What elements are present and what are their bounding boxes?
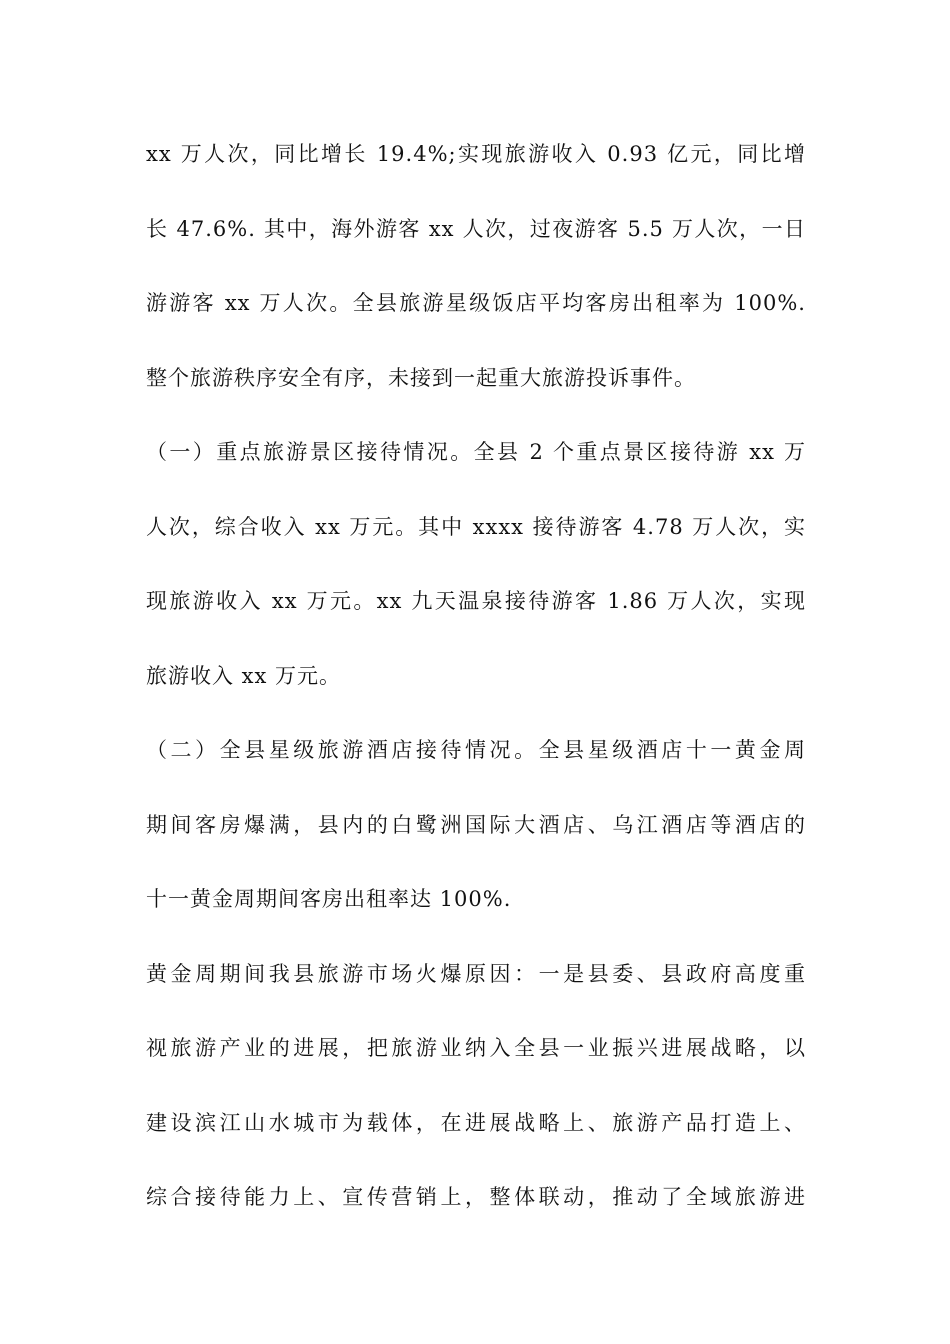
text-line: 黄金周期间我县旅游市场火爆原因：一是县委、县政府高度重 (146, 961, 806, 986)
text-line: 旅游收入 xx 万元。 (146, 663, 342, 688)
text-line: 整个旅游秩序安全有序，未接到一起重大旅游投诉事件。 (146, 365, 696, 390)
text-line: 期间客房爆满，县内的白鹭洲国际大酒店、乌江酒店等酒店的 (146, 812, 806, 837)
text-line: 十一黄金周期间客房出租率达 100%. (146, 887, 512, 911)
text-line: 视旅游产业的进展，把旅游业纳入全县一业振兴进展战略，以 (146, 1036, 806, 1060)
text-line: 人次，综合收入 xx 万元。其中 xxxx 接待游客 4.78 万人次，实 (146, 514, 806, 539)
text-line: 游游客 xx 万人次。全县旅游星级饭店平均客房出租率为 100%. (146, 291, 806, 315)
text-line: （二）全县星级旅游酒店接待情况。全县星级酒店十一黄金周 (146, 738, 806, 762)
text-line: 综合接待能力上、宣传营销上，整体联动，推动了全域旅游进 (146, 1185, 806, 1209)
body-text (146, 132, 806, 1250)
text-line: 长 47.6%. 其中，海外游客 xx 人次，过夜游客 5.5 万人次，一日 (146, 216, 806, 241)
text-line: 现旅游收入 xx 万元。xx 九天温泉接待游客 1.86 万人次，实现 (146, 589, 806, 613)
text-line: 建设滨江山水城市为载体，在进展战略上、旅游产品打造上、 (146, 1110, 806, 1135)
text-line: xx 万人次，同比增长 19.4%;实现旅游收入 0.93 亿元，同比增 (146, 142, 806, 166)
text-line: （一）重点旅游景区接待情况。全县 2 个重点景区接待游 xx 万 (146, 440, 806, 464)
